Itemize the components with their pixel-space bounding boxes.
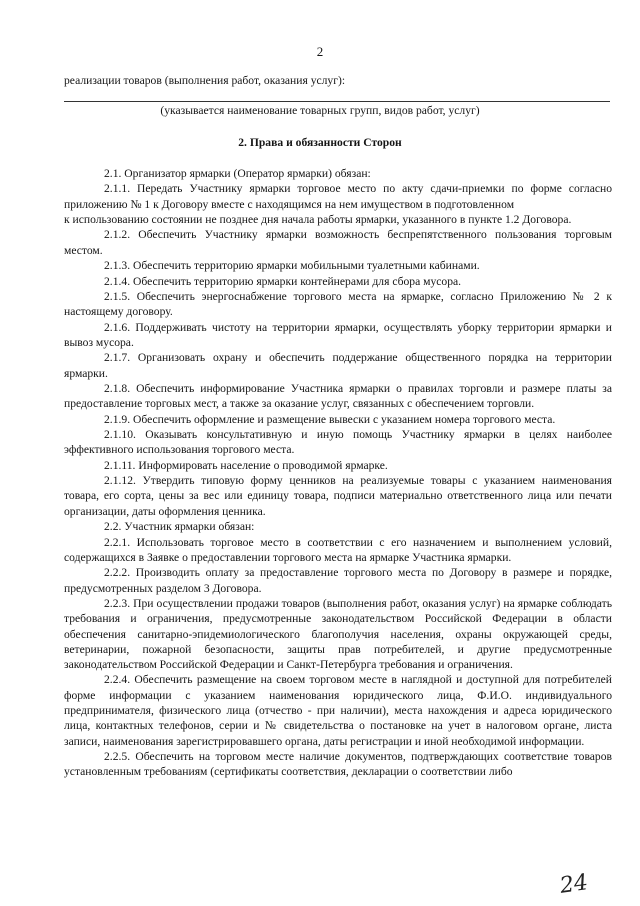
document-body <box>64 166 612 780</box>
paragraph: 2.1.5. Обеспечить энергоснабжение торгового места на ярмарке, согласно Приложению № 2 к настоящему договору. <box>64 289 612 319</box>
paragraph: 2.2.1. Использовать торговое место в соответствии с его назначением и выполнением условий, содержащихся в Заявке о предоставлении торгового места на ярмарке Участника ярмарки. <box>64 535 612 564</box>
fill-in-line <box>64 101 610 102</box>
field-hint: (указывается наименование товарных групп, видов работ, услуг) <box>160 104 480 117</box>
paragraph: 2.1.2. Обеспечить Участнику ярмарки возможность беспрепятственного пользования торговым местом. <box>64 228 612 257</box>
paragraph: 2.1.6. Поддерживать чистоту на территории ярмарки, осуществлять уборку территории ярмарки и вывоз мусора. <box>64 320 612 349</box>
paragraph: 2.1.4. Обеспечить территорию ярмарки контейнерами для сбора мусора. <box>104 274 462 288</box>
paragraph: 2.2.5. Обеспечить на торговом месте наличие документов, подтверждающих соответствие товаров установленным требованиям (сертификаты соответствия, декларации о соответствии либо <box>64 750 612 779</box>
paragraph: к использованию состоянии не позднее дня начала работы ярмарки, указанного в пункте 1.2 Договора. <box>64 213 572 227</box>
paragraph: 2.2.2. Производить оплату за предоставление торгового места по Договору в размере и порядке, предусмотренных разделом 3 Договора. <box>64 566 612 595</box>
paragraph: 2.1.12. Утвердить типовую форму ценников на реализуемые товары с указанием наименования товара, его сорта, цены за вес или единицу товара, подписи материально ответственного лица или печати организации, даты оформления ценника. <box>64 474 612 518</box>
page-number: 2 <box>316 44 324 59</box>
paragraph: 2.1.9. Обеспечить оформление и размещение вывески с указанием номера торгового места. <box>104 412 556 426</box>
paragraph: 2.1.7. Организовать охрану и обеспечить поддержание общественного порядка на территории ярмарки. <box>64 351 612 380</box>
paragraph: 2.1.11. Информировать население о проводимой ярмарке. <box>104 458 388 472</box>
paragraph: 2.2.3. При осуществлении продажи товаров (выполнения работ, оказания услуг) на ярмарке соблюдать требования и ограничения, предусмотренные законодательством Российской Федерации в области обеспечения санитарно-эпидемиологического благополучия населения, охраны окружающей среды, ветеринарии, пожарной безопасности, защиты прав потребителей, и другие предусмотренные законодательством Российской Федерации и Санкт-Петербурга требования и ограничения. <box>64 596 612 672</box>
paragraph: 2.1.1. Передать Участнику ярмарки торговое место по акту сдачи-приемки по форме согласно приложению № 1 к Договору вместе с находящимся на нем имуществом в подготовленном <box>64 182 612 211</box>
paragraph: 2.1.10. Оказывать консультативную и иную помощь Участнику ярмарки в целях наиболее эффективного использования торгового места. <box>64 428 612 457</box>
paragraph: 2.2. Участник ярмарки обязан: <box>104 520 255 534</box>
intro-line: реализации товаров (выполнения работ, оказания услуг): <box>64 74 346 87</box>
paragraph: 2.1. Организатор ярмарки (Оператор ярмарки) обязан: <box>104 167 371 180</box>
paragraph: 2.1.8. Обеспечить информирование Участника ярмарки о правилах торговли и размере платы за предоставление торговых мест, а также за оказание услуг, связанных с обеспечением торговли. <box>64 382 612 411</box>
section-title: 2. Права и обязанности Сторон <box>238 136 402 149</box>
handwritten-page-mark: 24 <box>558 870 590 899</box>
paragraph: 2.2.4. Обеспечить размещение на своем торговом месте в наглядной и доступной для потребителей форме информации с указанием наименования юридического лица, Ф.И.О. индивидуального предпринимателя, физического лица (отчество - при наличии), места нахождения и адреса юридического лица, контактных телефонов, серии и № свидетельства о постановке на учет в налоговом органе, листа записи, наименования зарегистрировавшего органа, даты регистрации и иной необходимой информации. <box>64 673 612 748</box>
paragraph: 2.1.3. Обеспечить территорию ярмарки мобильными туалетными кабинами. <box>104 259 480 273</box>
